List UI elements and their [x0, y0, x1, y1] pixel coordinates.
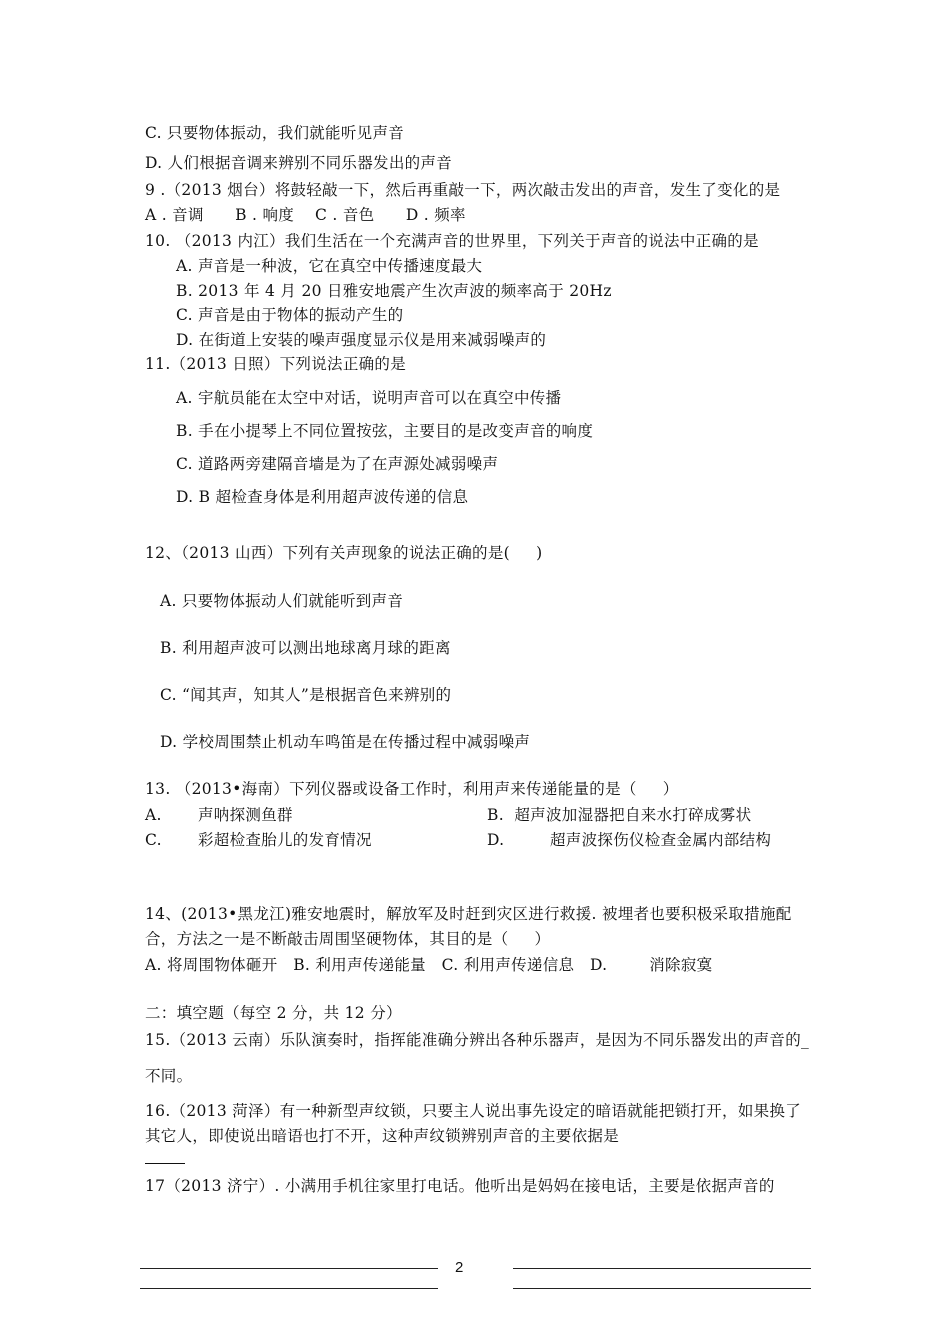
question-12-option-c: C. “闻其声，知其人”是根据音色来辨别的	[160, 686, 452, 704]
question-11-option-a: A. 宇航员能在太空中对话，说明声音可以在真空中传播	[176, 389, 562, 407]
question-11-option-d: D. B 超检查身体是利用超声波传递的信息	[176, 488, 469, 506]
question-15: 15.（2013 云南）乐队演奏时，指挥能准确分辨出各种乐器声，是因为不同乐器发出的声音的_	[145, 1031, 810, 1049]
question-13-option-c-label: C.	[145, 831, 162, 849]
question-13-option-d: 超声波探伤仪检查金属内部结构	[550, 831, 772, 849]
section-2-heading: 二：填空题（每空 2 分，共 12 分）	[145, 1004, 402, 1022]
question-10-option-d: D. 在街道上安装的噪声强度显示仪是用来减弱噪声的	[176, 331, 547, 349]
question-9-options: A . 音调 B . 响度 C . 音色 D . 频率	[145, 206, 466, 224]
question-13: 13. （2013•海南）下列仪器或设备工作时，利用声来传递能量的是（ ）	[145, 780, 679, 798]
question-14-line1: 14、(2013•黑龙江)雅安地震时，解放军及时赶到灾区进行救援. 被埋者也要积极采取措施配	[145, 905, 792, 923]
question-13-option-c: 彩超检查胎儿的发育情况	[198, 831, 372, 849]
question-17: 17（2013 济宁）. 小满用手机往家里打电话。他听出是妈妈在接电话，主要是依据声音的	[145, 1177, 775, 1195]
question-11-option-c: C. 道路两旁建隔音墙是为了在声源处减弱噪声	[176, 455, 499, 473]
question-13-option-a-label: A.	[145, 806, 162, 824]
question-11: 11.（2013 日照）下列说法正确的是	[145, 355, 407, 373]
question-12-option-b: B. 利用超声波可以测出地球离月球的距离	[160, 639, 451, 657]
question-10-option-c: C. 声音是由于物体的振动产生的	[176, 306, 404, 324]
question-9: 9 .（2013 烟台）将鼓轻敲一下，然后再重敲一下，两次敲击发出的声音，发生了变化的是	[145, 181, 781, 199]
question-13-options-row2	[0, 830, 950, 850]
question-10-option-b: B. 2013 年 4 月 20 日雅安地震产生次声波的频率高于 20Hz	[176, 282, 612, 300]
question-11-option-b: B. 手在小提琴上不同位置按弦，主要目的是改变声音的响度	[176, 422, 594, 440]
question-14-line2: 合，方法之一是不断敲击周围坚硬物体，其目的是（ ）	[145, 930, 551, 948]
question-13-option-d-label: D.	[487, 831, 505, 849]
footer-rule-right-top	[513, 1268, 811, 1269]
question-13-option-a: 声呐探测鱼群	[198, 806, 293, 824]
question-12-option-d: D. 学校周围禁止机动车鸣笛是在传播过程中减弱噪声	[160, 733, 531, 751]
footer-rule-right-bottom	[513, 1288, 811, 1289]
question-8-option-c: C. 只要物体振动，我们就能听见声音	[145, 124, 405, 142]
question-12-option-a: A. 只要物体振动人们就能听到声音	[160, 592, 404, 610]
question-10-option-a: A. 声音是一种波，它在真空中传播速度最大	[176, 257, 483, 275]
question-14-options: A. 将周围物体砸开 B. 利用声传递能量 C. 利用声传递信息 D. 消除寂寞	[145, 956, 713, 974]
page-number: 2	[455, 1259, 464, 1276]
question-13-option-b: B. 超声波加湿器把自来水打碎成雾状	[487, 806, 752, 824]
question-16-line1: 16.（2013 菏泽）有一种新型声纹锁，只要主人说出事先设定的暗语就能把锁打开，如果换了	[145, 1102, 802, 1120]
question-13-options-row1	[0, 805, 950, 825]
question-8-option-d: D. 人们根据音调来辨别不同乐器发出的声音	[145, 154, 453, 172]
question-15-continuation: 不同。	[145, 1067, 193, 1085]
question-12: 12、（2013 山西）下列有关声现象的说法正确的是( )	[145, 544, 543, 562]
answer-blank-line	[145, 1163, 185, 1164]
question-16-line2: 其它人，即使说出暗语也打不开，这种声纹锁辨别声音的主要依据是	[145, 1127, 620, 1145]
footer-rule-left-top	[140, 1268, 438, 1269]
question-10: 10. （2013 内江）我们生活在一个充满声音的世界里，下列关于声音的说法中正确的是	[145, 232, 759, 250]
footer-rule-left-bottom	[140, 1288, 438, 1289]
